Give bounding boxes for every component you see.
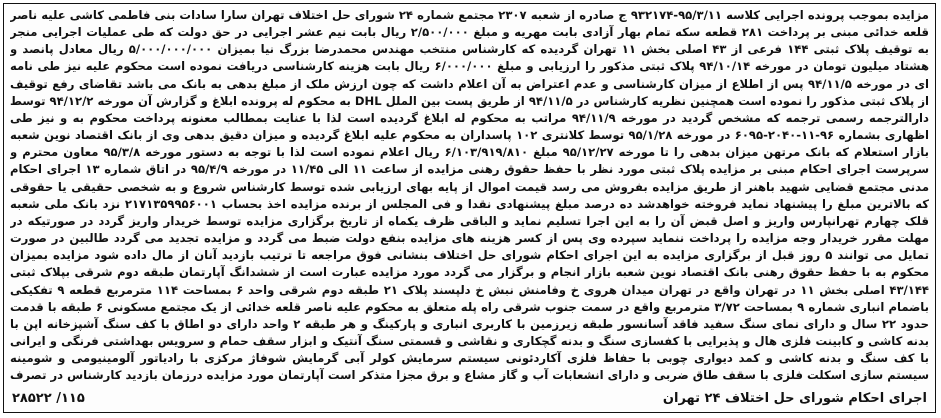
- notice-code: ۱۱۵/ ۲۸۵۲۲: [12, 390, 85, 406]
- notice-footer: [12, 386, 927, 410]
- auction-notice: [3, 3, 936, 413]
- issuer-name: اجرای احکام شورای حل اختلاف ۲۴ تهران: [662, 390, 927, 406]
- notice-body: مزایده بموجب پرونده اجرایی کلاسه ۹۵/۳/۱۱-۹۳۲۱۷۴ ج صادره از شعبه ۲۳۰۷ مجتمع شماره ۲۴ شورای حل اختلاف تهران سارا سادات بنی فاطمی کاشی علیه ناصر قلعه خدائی مبنی بر پرداخت ۲۸۱ قطعه سکه تمام بهار آزادی بابت مهریه و مبلغ ۲/۵۰۰/۰۰۰ ریال بابت نیم عشر اجرایی در حق دولت که طی عملیات اجرایی منجر به توقیف پلاک ثبتی ۱۴۴ فرعی از ۴۳ اصلی بخش ۱۱ تهران گردیده که کارشناس منتخب مهندس محمدرضا بزرگ نیا بمیزان ۵/۰۰۰/۰۰۰/۰۰۰ ریال معادل پانصد و هشتاد میلیون تومان در مورخه ۹۴/۱۰/۱۴ پلاک ثبتی مذکور را ارزیابی و مبلغ ۶/۰۰۰/۰۰۰ ریال بابت هزینه کارشناسی دریافت نموده است محکوم علیه نیز طی نامه ای در مورخه ۹۴/۱۱/۵ پس از اطلاع از میزان کارشناسی و عدم اعتراض به آن اعلام داشت که چون ارزش ملک از مبلغ بدهی به بانک می باشد تقاضای رفع توقیف از پلاک ثبتی مذکور را نموده است همچنین نظریه کارشناس در ۹۴/۱۱/۵ از طریق پست بین الملل DHL به محکوم له پرونده ابلاغ و گزارش آن مورخه ۹۴/۱۲/۲ توسط دارالترجمه رسمی ترجمه که مشخص گردید در مورخه ۹۴/۱۱/۹ مراتب به محکوم له ابلاغ گردیده است لذا با عنایت بمطالب معنونه پرداخت محکوم به و نیز طی اظهاری بشماره ۹۶-۱۱-۲۰۴۰-۶۰۹۵ در مورخه ۹۵/۱/۲۸ توسط کلانتری ۱۰۲ پاسداران به محکوم علیه ابلاغ گردیده و میزان دقیق بدهی وی از بانک اقتصاد نوین شعبه بازار استعلام که بانک مرتهن میزان بدهی را تا مورخه ۹۵/۱۲/۲۷ مبلغ ۶/۱۰۳/۹۱۹/۸۱۰ ریال اعلام نموده است لذا با توجه به دستور مورخه ۹۵/۳/۸ معاون محترم و سرپرست اجرای احکام مبنی بر مزایده پلاک ثبتی مورد نظر با حفظ حقوق رهنی مزایده از ساعت ۱۱ الی ۱۱/۴۵ در مورخه ۹۵/۴/۹ در اتاق شماره ۱۳ اجرای احکام مدنی مجتمع قضایی شهید باهنر از طریق مزایده بفروش می رسد قیمت اموال از پایه بهای ارزیابی شده توسط کارشناس شروع و به شخصی حقیقی یا حقوقی که بالاترین مبلغ را پیشنهاد نماید فروخته خواهدشد ده درصد مبلغ پیشنهادی نقدا و فی المجلس از برنده مزایده اخذ بحساب ۲۱۷۱۳۵۹۹۵۶۰۰۱ نزد بانک ملی شعبه قلک چهارم تهرانپارس واریز و اصل قبض آن را به این اجرا تسلیم نماید و الباقی ظرف یکماه از تاریخ برگزاری مزایده توسط خریدار واریز گردد در صورتیکه در مهلت مقرر خریدار وجه مزایده را پرداخت ننماید سپرده وی پس از کسر هزینه های مزایده بنفع دولت ضبط می گردد و مزایده تجدید می گردد طالبین در صورت تمایل می توانند ۵ روز قبل از برگزاری مزایده به این اجرای احکام شورای حل اختلاف بنشانی فوق مراجعه تا ترتیب بازدید آنان از مال داده شود مزایده بمیزان محکوم به با حفظ حقوق رهنی بانک اقتصاد نوین شعبه بازار انجام و برگزار می گردد مورد مزایده عبارت است از ششدانگ آپارتمان طبقه دوم شرقی بپلاک ثبتی ۴۳/۱۴۴ اصلی بخش ۱۱ در تهران واقع در تهران میدان هروی خ وفامنش نبش خ دلپسند پلاک ۲۱ طبقه دوم شرقی واحد ۶ بمساحت ۱۱۴ مترمربع قطعه ۹ تفکیکی باضمام انباری شماره ۹ بمساحت ۳/۷۲ مترمربع واقع در سمت جنوب شرقی راه پله متعلق به محکوم علیه ناصر قلعه خدائی از یک مجتمع مسکونی ۶ طبقه با قدمت حدود ۲۲ سال و دارای نمای سنگ سفید فاقد آسانسور طبقه زیرزمین با کاربری انباری و پارکینگ و هر طبقه ۲ واحد دارای دو اطاق با کف سنگ آشپزخانه اپن با بدنه کاشی و کابینت فلزی هال و پذیرایی با کفسازی سنگ و بدنه گچکاری و نقاشی و قسمتی سنگ آنتیک و ابزار سقف حمام و سرویس بهداشتی فرنگی و ایرانی با کف سنگ و بدنه کاشی و کمد دیواری چوبی با حفاظ فلزی آکاردئونی سیستم سرمایش کولر آبی گرمایش شوفاژ مرکزی با رادیاتور آلومینیومی و شومینه سیستم سازی اسکلت فلزی با سقف طاق ضربی و دارای انشعابات آب و گاز مشاع و برق مجزا متذکر است آپارتمان مورد مزایده درزمان بازدید کارشناس در تصرف: [10, 8, 929, 383]
